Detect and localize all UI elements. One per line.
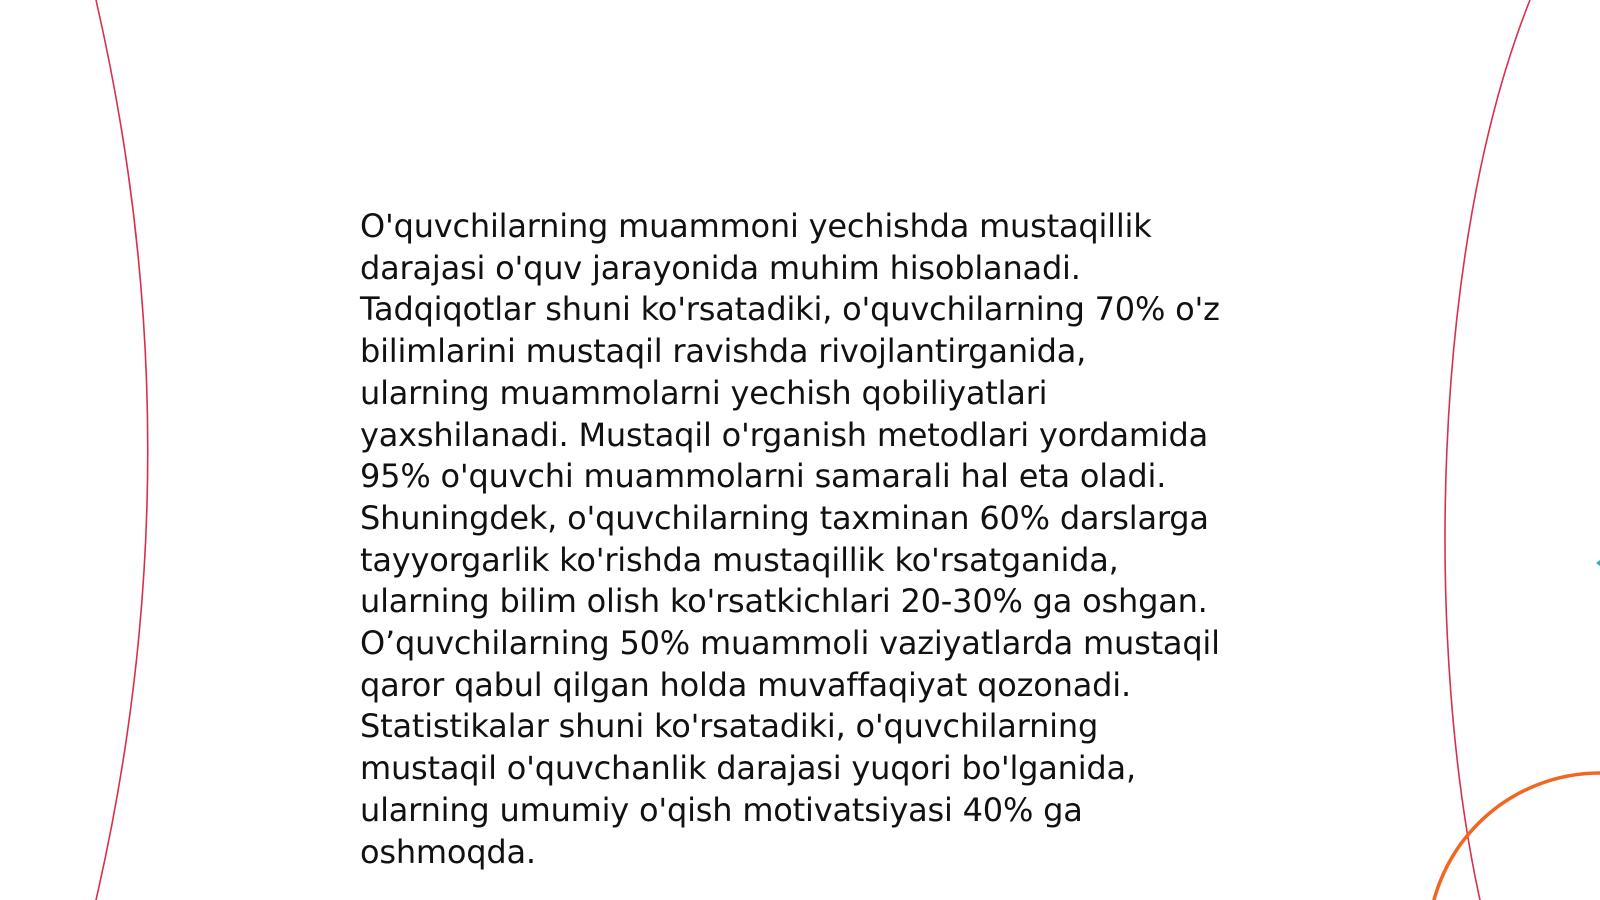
right-arc-line [1445,0,1530,900]
orange-circle-outline [1428,773,1600,900]
paragraph-line: yaxshilanadi. Mustaqil o'rganish metodlari yordamida [360,415,1209,454]
paragraph-line: ularning bilim olish ko'rsatkichlari 20-30% ga oshgan. [360,582,1208,621]
paragraph-line: O'quvchilarning muammoni yechishda mustaqillik [360,207,1152,245]
paragraph-line: O’quvchilarning 50% muammoli vaziyatlarda mustaqil [360,624,1220,663]
body-paragraph [360,206,1260,873]
paragraph-line: bilimlarini mustaqil ravishda rivojlantirganida, [360,332,1087,371]
paragraph-line: Shuningdek, o'quvchilarning taxminan 60% darslarga [360,498,1209,537]
paragraph-line: tayyorgarlik ko'rishda mustaqillik ko'rsatganida, [360,540,1119,579]
paragraph-line: darajasi o'quv jarayonida muhim hisoblanadi. [360,248,1081,287]
paragraph-line: 95% o'quvchi muammolarni samarali hal eta oladi. [360,457,1167,496]
paragraph-line: ularning umumiy o'qish motivatsiyasi 40% ga [360,790,1083,829]
paragraph-line: mustaqil o'quvchanlik darajasi yuqori bo'lganida, [360,749,1136,788]
paragraph-line: Tadqiqotlar shuni ko'rsatadiki, o'quvchilarning 70% o'z [360,290,1220,329]
paragraph-line: ularning muammolarni yechish qobiliyatlari [360,373,1048,412]
paragraph-line: oshmoqda. [360,832,536,871]
left-arc-line [96,0,148,900]
paragraph-line: Statistikalar shuni ko'rsatadiki, o'quvchilarning [360,707,1099,746]
teal-accent-mark [1596,560,1600,566]
paragraph-line: qaror qabul qilgan holda muvaffaqiyat qozonadi. [360,665,1131,704]
